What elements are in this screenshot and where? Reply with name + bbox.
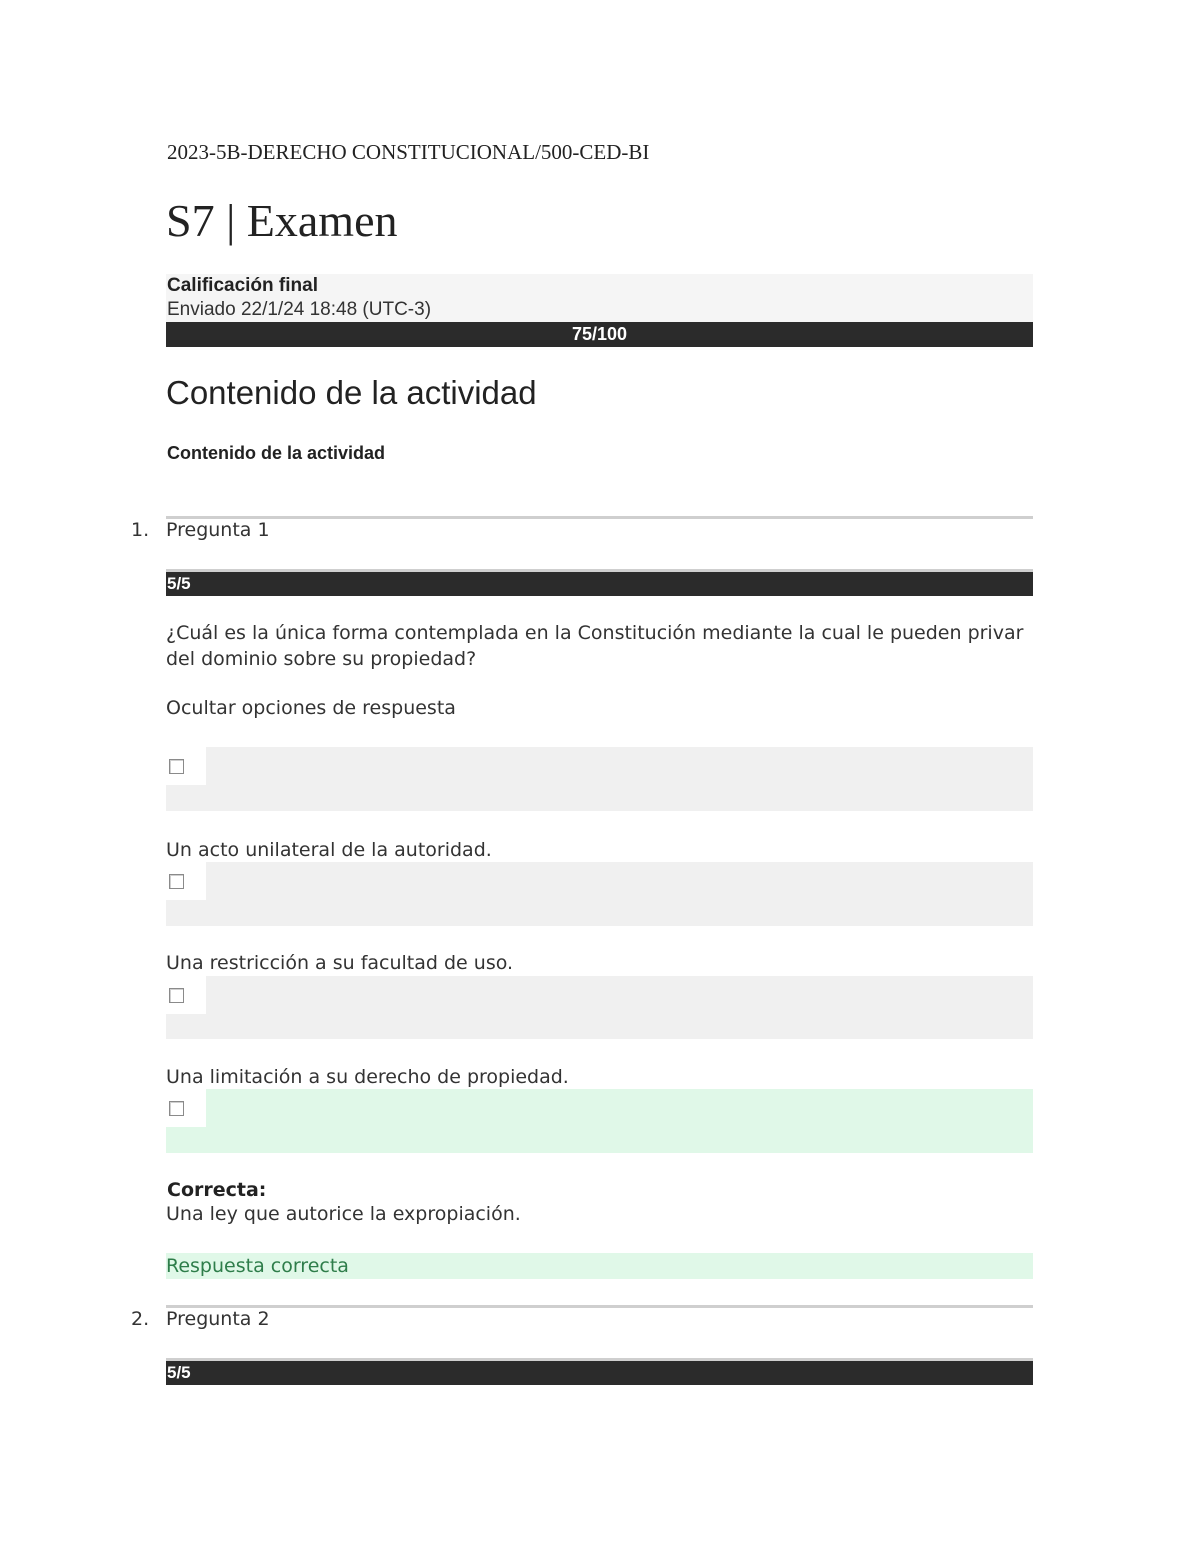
question-label: Pregunta 1 — [166, 519, 270, 541]
checkbox-cell — [166, 862, 206, 900]
final-score-bar: 75/100 — [166, 322, 1033, 347]
question-number: 2. — [131, 1308, 150, 1330]
question-points-bar: 5/5 — [166, 1361, 1033, 1385]
hide-answer-options-toggle[interactable]: Ocultar opciones de respuesta — [166, 697, 456, 719]
checkbox-cell — [166, 747, 206, 785]
correct-answer-label: Correcta: — [167, 1179, 267, 1201]
activity-content-heading: Contenido de la actividad — [166, 374, 537, 411]
question-text: ¿Cuál es la única forma contemplada en la Constitución mediante la cual le pueden privar del dominio sobre su propiedad? — [166, 622, 1024, 670]
answer-option-row — [166, 747, 1033, 811]
answer-checkbox[interactable] — [169, 759, 184, 774]
course-name: 2023-5B-DERECHO CONSTITUCIONAL/500-CED-BI — [167, 140, 650, 164]
question-points-bar: 5/5 — [166, 572, 1033, 596]
checkbox-cell — [166, 1089, 206, 1127]
answer-option-text: Una restricción a su facultad de uso. — [166, 952, 514, 974]
question-divider — [166, 1305, 1033, 1308]
submission-timestamp: Enviado 22/1/24 18:48 (UTC-3) — [167, 299, 432, 320]
answer-checkbox[interactable] — [169, 988, 184, 1003]
answer-option-text: Una limitación a su derecho de propiedad. — [166, 1066, 569, 1088]
grade-label: Calificación final — [167, 275, 318, 296]
answer-option-row-correct — [166, 1089, 1033, 1153]
answer-option-row — [166, 976, 1033, 1039]
question-label: Pregunta 2 — [166, 1308, 270, 1330]
question-divider — [166, 516, 1033, 519]
answer-checkbox[interactable] — [169, 874, 184, 889]
activity-content-subheading: Contenido de la actividad — [167, 443, 386, 463]
checkbox-cell — [166, 976, 206, 1014]
question-number: 1. — [131, 519, 150, 541]
correct-answer-text: Una ley que autorice la expropiación. — [166, 1203, 521, 1225]
answer-feedback: Respuesta correcta — [166, 1253, 1033, 1279]
answer-option-row — [166, 862, 1033, 926]
answer-checkbox[interactable] — [169, 1101, 184, 1116]
answer-option-text: Un acto unilateral de la autoridad. — [166, 839, 492, 861]
page-title: S7 | Examen — [166, 195, 398, 246]
